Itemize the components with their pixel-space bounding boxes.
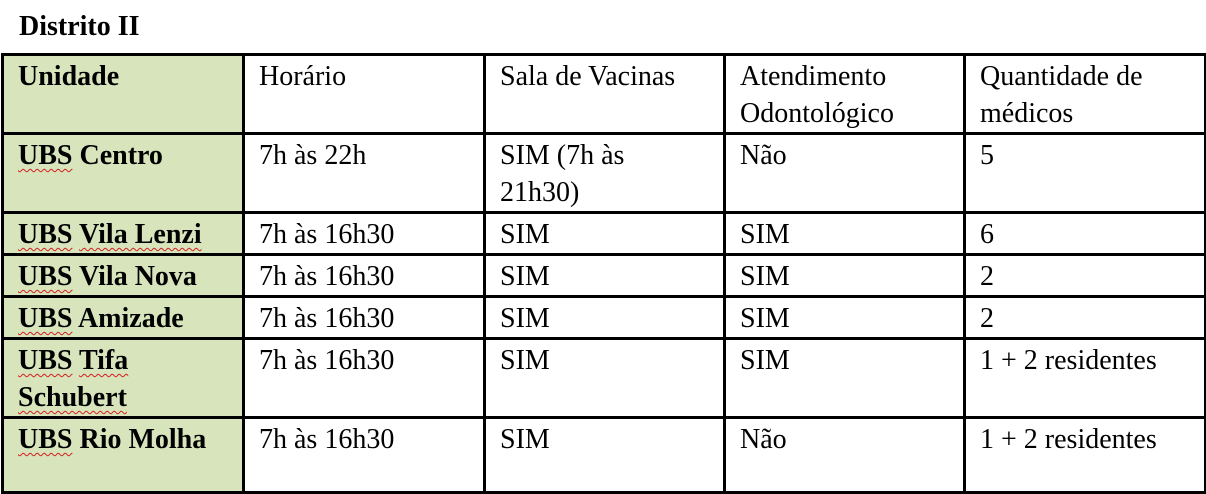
- cell-unidade: [3, 418, 244, 493]
- unit-prefix: UBS: [18, 261, 73, 292]
- cell-unidade: [3, 134, 244, 213]
- cell-odontologico: SIM: [725, 255, 965, 297]
- cell-medicos: 1 + 2 residentes: [965, 339, 1206, 418]
- cell-medicos: 6: [965, 213, 1206, 255]
- unit-prefix: UBS: [18, 219, 73, 250]
- cell-horario: 7h às 16h30: [244, 418, 485, 493]
- cell-medicos: 2: [965, 255, 1206, 297]
- cell-sala-vacinas: SIM: [485, 339, 725, 418]
- cell-sala-vacinas: SIM: [485, 255, 725, 297]
- cell-unidade: [3, 339, 244, 418]
- cell-sala-vacinas: SIM: [485, 297, 725, 339]
- cell-horario: 7h às 16h30: [244, 297, 485, 339]
- table-row: [3, 339, 1206, 418]
- cell-odontologico: SIM: [725, 297, 965, 339]
- cell-odontologico: Não: [725, 418, 965, 493]
- cell-horario: 7h às 16h30: [244, 255, 485, 297]
- unit-name: Rio Molha: [79, 424, 207, 455]
- header-sala-vacinas: Sala de Vacinas: [485, 55, 725, 134]
- cell-sala-vacinas: SIM (7h às 21h30): [485, 134, 725, 213]
- table-header-row: [3, 55, 1206, 134]
- cell-unidade: [3, 213, 244, 255]
- cell-unidade: [3, 297, 244, 339]
- page-title: Distrito II: [19, 11, 140, 42]
- cell-odontologico: Não: [725, 134, 965, 213]
- unit-name: Amizade: [77, 303, 184, 334]
- unit-prefix: UBS: [18, 140, 73, 171]
- table-row: [3, 213, 1206, 255]
- cell-horario: 7h às 22h: [244, 134, 485, 213]
- header-horario: Horário: [244, 55, 485, 134]
- districts-table: [1, 53, 1206, 494]
- cell-medicos: 2: [965, 297, 1206, 339]
- cell-unidade: [3, 255, 244, 297]
- cell-medicos: 5: [965, 134, 1206, 213]
- table-row: [3, 418, 1206, 493]
- unit-prefix: UBS: [18, 424, 73, 455]
- unit-name: Vila Nova: [78, 261, 197, 292]
- header-atendimento-odontologico: Atendimento Odontológico: [725, 55, 965, 134]
- cell-odontologico: SIM: [725, 213, 965, 255]
- table-row: [3, 134, 1206, 213]
- header-unidade: Unidade: [3, 55, 244, 134]
- unit-prefix: UBS: [18, 303, 73, 334]
- unit-name: Vila Lenzi: [78, 219, 202, 250]
- header-quantidade-medicos: Quantidade de médicos: [965, 55, 1206, 134]
- table-row: [3, 297, 1206, 339]
- cell-sala-vacinas: SIM: [485, 418, 725, 493]
- table-row: [3, 255, 1206, 297]
- cell-sala-vacinas: SIM: [485, 213, 725, 255]
- unit-prefix: UBS: [18, 345, 73, 376]
- cell-medicos: 1 + 2 residentes: [965, 418, 1206, 493]
- cell-odontologico: SIM: [725, 339, 965, 418]
- unit-name: Centro: [79, 140, 163, 171]
- unit-name: Tifa Schubert: [18, 345, 129, 413]
- cell-horario: 7h às 16h30: [244, 339, 485, 418]
- cell-horario: 7h às 16h30: [244, 213, 485, 255]
